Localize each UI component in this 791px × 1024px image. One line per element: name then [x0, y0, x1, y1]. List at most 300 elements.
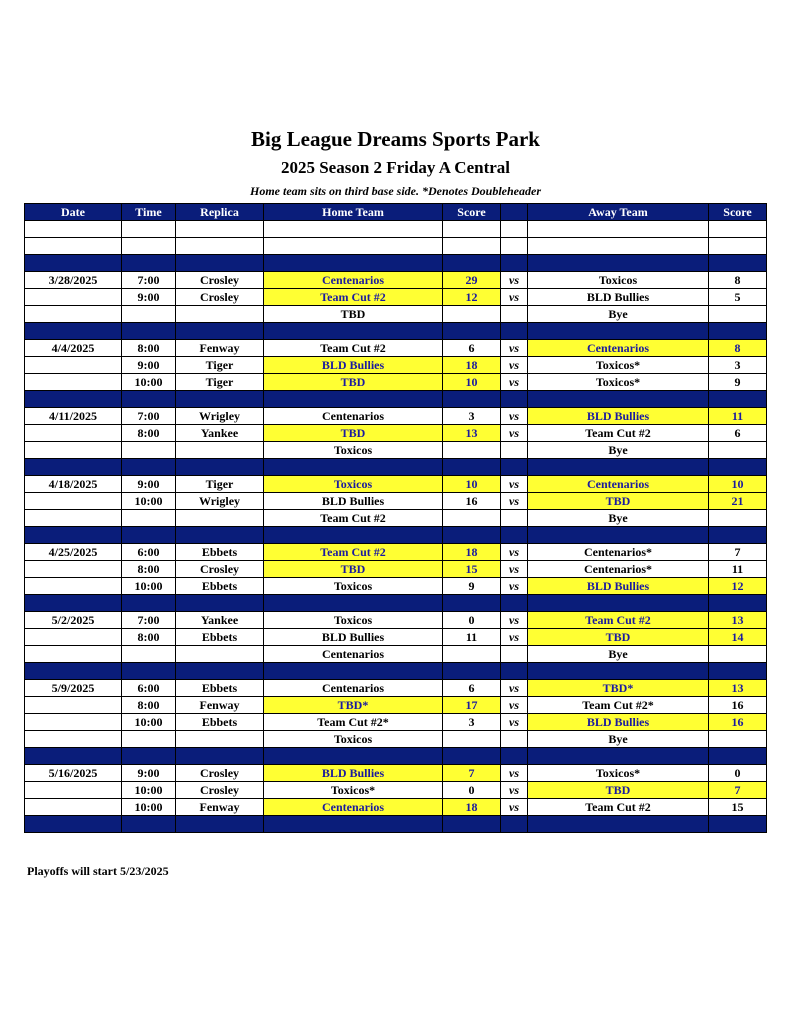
separator-cell	[122, 816, 176, 833]
game-row	[25, 357, 767, 374]
away-score-cell: 5	[709, 289, 767, 306]
separator-cell	[443, 663, 501, 680]
home-team-cell: Team Cut #2*	[264, 714, 443, 731]
separator-cell	[443, 459, 501, 476]
game-row	[25, 493, 767, 510]
home-score-cell: 12	[443, 289, 501, 306]
date-cell	[25, 629, 122, 646]
time-cell: 6:00	[122, 680, 176, 697]
away-team-cell: Bye	[528, 442, 709, 459]
separator-cell	[709, 663, 767, 680]
separator-row	[25, 595, 767, 612]
separator-cell	[122, 323, 176, 340]
time-cell: 7:00	[122, 272, 176, 289]
home-score-cell: 6	[443, 680, 501, 697]
away-team-cell: Toxicos*	[528, 765, 709, 782]
blank-cell	[443, 221, 501, 238]
home-team-cell: Team Cut #2	[264, 544, 443, 561]
separator-cell	[528, 748, 709, 765]
date-cell: 3/28/2025	[25, 272, 122, 289]
home-score-cell: 3	[443, 714, 501, 731]
separator-row	[25, 816, 767, 833]
col-vs	[501, 204, 528, 221]
time-cell: 8:00	[122, 340, 176, 357]
time-cell: 10:00	[122, 578, 176, 595]
replica-cell: Ebbets	[176, 714, 264, 731]
game-row	[25, 612, 767, 629]
home-score-cell	[443, 646, 501, 663]
col-away-team: Away Team	[528, 204, 709, 221]
home-team-cell: Centenarios	[264, 680, 443, 697]
header-row	[25, 204, 767, 221]
separator-cell	[176, 748, 264, 765]
separator-cell	[709, 527, 767, 544]
separator-cell	[709, 459, 767, 476]
separator-cell	[25, 255, 122, 272]
separator-row	[25, 323, 767, 340]
away-team-cell: Bye	[528, 731, 709, 748]
separator-cell	[501, 255, 528, 272]
game-row	[25, 340, 767, 357]
replica-cell	[176, 731, 264, 748]
home-score-cell: 11	[443, 629, 501, 646]
replica-cell: Tiger	[176, 374, 264, 391]
separator-cell	[25, 323, 122, 340]
game-row	[25, 629, 767, 646]
home-team-cell: Toxicos	[264, 731, 443, 748]
date-cell: 4/11/2025	[25, 408, 122, 425]
vs-cell: vs	[501, 374, 528, 391]
vs-cell: vs	[501, 357, 528, 374]
separator-cell	[501, 527, 528, 544]
blank-cell	[528, 238, 709, 255]
separator-cell	[528, 323, 709, 340]
separator-cell	[443, 527, 501, 544]
game-row	[25, 697, 767, 714]
replica-cell	[176, 646, 264, 663]
time-cell: 7:00	[122, 408, 176, 425]
separator-cell	[501, 323, 528, 340]
col-home-score: Score	[443, 204, 501, 221]
game-row	[25, 306, 767, 323]
away-score-cell: 7	[709, 782, 767, 799]
vs-cell	[501, 306, 528, 323]
replica-cell: Crosley	[176, 272, 264, 289]
date-cell	[25, 425, 122, 442]
separator-cell	[25, 816, 122, 833]
home-score-cell: 16	[443, 493, 501, 510]
separator-cell	[501, 595, 528, 612]
blank-cell	[25, 238, 122, 255]
time-cell: 8:00	[122, 697, 176, 714]
blank-cell	[25, 221, 122, 238]
game-row	[25, 714, 767, 731]
away-score-cell: 6	[709, 425, 767, 442]
replica-cell: Crosley	[176, 782, 264, 799]
replica-cell: Tiger	[176, 357, 264, 374]
replica-cell: Wrigley	[176, 408, 264, 425]
away-score-cell: 0	[709, 765, 767, 782]
vs-cell: vs	[501, 493, 528, 510]
game-row	[25, 476, 767, 493]
separator-row	[25, 391, 767, 408]
home-team-cell: Team Cut #2	[264, 510, 443, 527]
separator-cell	[264, 816, 443, 833]
separator-cell	[443, 816, 501, 833]
blank-row	[25, 238, 767, 255]
date-cell	[25, 442, 122, 459]
footer-note: Playoffs will start 5/23/2025	[27, 864, 169, 878]
game-row	[25, 731, 767, 748]
game-row	[25, 544, 767, 561]
game-row	[25, 765, 767, 782]
separator-cell	[443, 323, 501, 340]
away-team-cell: TBD	[528, 629, 709, 646]
game-row	[25, 408, 767, 425]
separator-cell	[176, 595, 264, 612]
home-score-cell: 3	[443, 408, 501, 425]
date-cell: 4/4/2025	[25, 340, 122, 357]
separator-cell	[264, 595, 443, 612]
page-title: Big League Dreams Sports Park	[251, 127, 540, 151]
replica-cell: Ebbets	[176, 578, 264, 595]
vs-cell	[501, 510, 528, 527]
separator-row	[25, 527, 767, 544]
blank-cell	[264, 221, 443, 238]
vs-cell: vs	[501, 782, 528, 799]
time-cell: 8:00	[122, 561, 176, 578]
time-cell	[122, 646, 176, 663]
time-cell: 10:00	[122, 782, 176, 799]
home-team-cell: Centenarios	[264, 646, 443, 663]
separator-row	[25, 255, 767, 272]
home-team-cell: TBD	[264, 561, 443, 578]
game-row	[25, 561, 767, 578]
away-team-cell: BLD Bullies	[528, 289, 709, 306]
game-row	[25, 646, 767, 663]
separator-cell	[122, 255, 176, 272]
replica-cell: Crosley	[176, 289, 264, 306]
date-cell: 4/25/2025	[25, 544, 122, 561]
date-cell	[25, 799, 122, 816]
separator-cell	[264, 391, 443, 408]
blank-cell	[122, 221, 176, 238]
time-cell: 7:00	[122, 612, 176, 629]
blank-cell	[176, 221, 264, 238]
away-score-cell: 14	[709, 629, 767, 646]
blank-cell	[709, 221, 767, 238]
separator-cell	[122, 663, 176, 680]
date-cell: 4/18/2025	[25, 476, 122, 493]
vs-cell: vs	[501, 629, 528, 646]
blank-cell	[443, 238, 501, 255]
date-cell	[25, 782, 122, 799]
away-score-cell: 8	[709, 272, 767, 289]
separator-row	[25, 459, 767, 476]
date-cell	[25, 646, 122, 663]
vs-cell: vs	[501, 561, 528, 578]
home-team-cell: Toxicos	[264, 578, 443, 595]
date-cell	[25, 289, 122, 306]
game-row	[25, 289, 767, 306]
separator-cell	[709, 323, 767, 340]
separator-cell	[528, 255, 709, 272]
home-team-cell: BLD Bullies	[264, 765, 443, 782]
home-team-cell: Team Cut #2	[264, 289, 443, 306]
time-cell: 9:00	[122, 357, 176, 374]
date-cell: 5/2/2025	[25, 612, 122, 629]
replica-cell: Yankee	[176, 612, 264, 629]
separator-cell	[176, 527, 264, 544]
away-score-cell: 16	[709, 697, 767, 714]
home-score-cell: 18	[443, 357, 501, 374]
away-score-cell	[709, 306, 767, 323]
replica-cell: Crosley	[176, 561, 264, 578]
away-team-cell: Team Cut #2	[528, 612, 709, 629]
home-team-cell: TBD	[264, 425, 443, 442]
vs-cell: vs	[501, 476, 528, 493]
date-cell	[25, 731, 122, 748]
away-team-cell: Toxicos	[528, 272, 709, 289]
home-team-cell: Toxicos	[264, 442, 443, 459]
schedule-table	[24, 203, 767, 833]
blank-cell	[501, 221, 528, 238]
home-team-cell: TBD	[264, 374, 443, 391]
away-score-cell: 16	[709, 714, 767, 731]
separator-cell	[25, 748, 122, 765]
away-team-cell: Toxicos*	[528, 374, 709, 391]
home-score-cell: 7	[443, 765, 501, 782]
home-score-cell: 29	[443, 272, 501, 289]
home-score-cell: 13	[443, 425, 501, 442]
game-row	[25, 374, 767, 391]
replica-cell: Crosley	[176, 765, 264, 782]
time-cell	[122, 510, 176, 527]
home-score-cell: 0	[443, 612, 501, 629]
time-cell: 10:00	[122, 799, 176, 816]
away-team-cell: Bye	[528, 510, 709, 527]
away-team-cell: BLD Bullies	[528, 408, 709, 425]
away-score-cell: 9	[709, 374, 767, 391]
away-team-cell: Toxicos*	[528, 357, 709, 374]
date-cell	[25, 510, 122, 527]
date-cell	[25, 714, 122, 731]
separator-cell	[176, 459, 264, 476]
time-cell	[122, 442, 176, 459]
separator-cell	[501, 459, 528, 476]
separator-cell	[264, 663, 443, 680]
separator-cell	[443, 595, 501, 612]
col-replica: Replica	[176, 204, 264, 221]
date-cell	[25, 578, 122, 595]
replica-cell	[176, 510, 264, 527]
separator-cell	[443, 255, 501, 272]
away-score-cell: 8	[709, 340, 767, 357]
away-team-cell: Team Cut #2	[528, 425, 709, 442]
vs-cell: vs	[501, 340, 528, 357]
separator-cell	[25, 663, 122, 680]
separator-row	[25, 663, 767, 680]
replica-cell: Ebbets	[176, 629, 264, 646]
away-score-cell: 11	[709, 561, 767, 578]
home-score-cell: 17	[443, 697, 501, 714]
away-team-cell: BLD Bullies	[528, 578, 709, 595]
time-cell	[122, 731, 176, 748]
replica-cell: Fenway	[176, 340, 264, 357]
col-time: Time	[122, 204, 176, 221]
vs-cell: vs	[501, 408, 528, 425]
away-score-cell: 10	[709, 476, 767, 493]
col-away-score: Score	[709, 204, 767, 221]
separator-cell	[528, 595, 709, 612]
home-score-cell: 18	[443, 799, 501, 816]
vs-cell	[501, 731, 528, 748]
home-score-cell	[443, 306, 501, 323]
game-row	[25, 510, 767, 527]
separator-cell	[264, 527, 443, 544]
vs-cell: vs	[501, 544, 528, 561]
away-team-cell: Centenarios*	[528, 544, 709, 561]
home-score-cell	[443, 731, 501, 748]
home-team-cell: Toxicos*	[264, 782, 443, 799]
date-cell: 5/16/2025	[25, 765, 122, 782]
away-score-cell: 21	[709, 493, 767, 510]
time-cell: 9:00	[122, 765, 176, 782]
date-cell: 5/9/2025	[25, 680, 122, 697]
away-score-cell: 11	[709, 408, 767, 425]
date-cell	[25, 306, 122, 323]
away-team-cell: BLD Bullies	[528, 714, 709, 731]
separator-cell	[122, 459, 176, 476]
home-score-cell: 18	[443, 544, 501, 561]
page-subtitle: 2025 Season 2 Friday A Central	[280, 158, 511, 177]
date-cell	[25, 357, 122, 374]
vs-cell: vs	[501, 680, 528, 697]
separator-cell	[501, 748, 528, 765]
home-team-cell: Centenarios	[264, 408, 443, 425]
separator-cell	[122, 595, 176, 612]
schedule-note: Home team sits on third base side. *Denotes Doubleheader	[250, 184, 541, 198]
home-score-cell: 10	[443, 374, 501, 391]
vs-cell: vs	[501, 578, 528, 595]
time-cell: 8:00	[122, 629, 176, 646]
replica-cell	[176, 442, 264, 459]
separator-cell	[264, 748, 443, 765]
blank-cell	[122, 238, 176, 255]
away-score-cell: 12	[709, 578, 767, 595]
vs-cell	[501, 442, 528, 459]
replica-cell	[176, 306, 264, 323]
away-team-cell: Centenarios	[528, 340, 709, 357]
separator-cell	[443, 391, 501, 408]
separator-cell	[528, 663, 709, 680]
separator-cell	[709, 748, 767, 765]
time-cell: 8:00	[122, 425, 176, 442]
separator-cell	[176, 391, 264, 408]
replica-cell: Tiger	[176, 476, 264, 493]
home-team-cell: BLD Bullies	[264, 629, 443, 646]
replica-cell: Ebbets	[176, 544, 264, 561]
replica-cell: Yankee	[176, 425, 264, 442]
away-score-cell: 15	[709, 799, 767, 816]
separator-cell	[528, 391, 709, 408]
separator-cell	[501, 816, 528, 833]
date-cell	[25, 493, 122, 510]
col-date: Date	[25, 204, 122, 221]
separator-cell	[264, 323, 443, 340]
replica-cell: Wrigley	[176, 493, 264, 510]
away-score-cell	[709, 510, 767, 527]
separator-cell	[443, 748, 501, 765]
vs-cell: vs	[501, 272, 528, 289]
game-row	[25, 782, 767, 799]
away-team-cell: TBD	[528, 493, 709, 510]
home-score-cell: 9	[443, 578, 501, 595]
separator-cell	[122, 391, 176, 408]
separator-cell	[709, 255, 767, 272]
separator-cell	[176, 323, 264, 340]
vs-cell: vs	[501, 765, 528, 782]
game-row	[25, 442, 767, 459]
separator-row	[25, 748, 767, 765]
away-team-cell: TBD	[528, 782, 709, 799]
time-cell: 9:00	[122, 289, 176, 306]
replica-cell: Fenway	[176, 799, 264, 816]
col-home-team: Home Team	[264, 204, 443, 221]
separator-cell	[25, 527, 122, 544]
separator-cell	[122, 527, 176, 544]
game-row	[25, 799, 767, 816]
away-team-cell: Bye	[528, 646, 709, 663]
away-team-cell: Centenarios*	[528, 561, 709, 578]
away-team-cell: Team Cut #2*	[528, 697, 709, 714]
home-score-cell	[443, 442, 501, 459]
date-cell	[25, 697, 122, 714]
vs-cell: vs	[501, 799, 528, 816]
home-team-cell: TBD	[264, 306, 443, 323]
vs-cell: vs	[501, 714, 528, 731]
game-row	[25, 425, 767, 442]
separator-cell	[709, 595, 767, 612]
separator-cell	[501, 663, 528, 680]
away-score-cell	[709, 442, 767, 459]
blank-cell	[528, 221, 709, 238]
separator-cell	[709, 816, 767, 833]
away-team-cell: Team Cut #2	[528, 799, 709, 816]
home-score-cell	[443, 510, 501, 527]
replica-cell: Fenway	[176, 697, 264, 714]
date-cell	[25, 374, 122, 391]
away-score-cell: 13	[709, 680, 767, 697]
away-score-cell	[709, 646, 767, 663]
home-team-cell: Team Cut #2	[264, 340, 443, 357]
time-cell: 9:00	[122, 476, 176, 493]
separator-cell	[25, 391, 122, 408]
time-cell: 6:00	[122, 544, 176, 561]
separator-cell	[176, 663, 264, 680]
home-team-cell: Centenarios	[264, 272, 443, 289]
vs-cell: vs	[501, 289, 528, 306]
home-team-cell: BLD Bullies	[264, 493, 443, 510]
home-score-cell: 0	[443, 782, 501, 799]
away-score-cell: 3	[709, 357, 767, 374]
time-cell: 10:00	[122, 374, 176, 391]
away-team-cell: Bye	[528, 306, 709, 323]
home-team-cell: TBD*	[264, 697, 443, 714]
replica-cell: Ebbets	[176, 680, 264, 697]
home-team-cell: BLD Bullies	[264, 357, 443, 374]
time-cell	[122, 306, 176, 323]
